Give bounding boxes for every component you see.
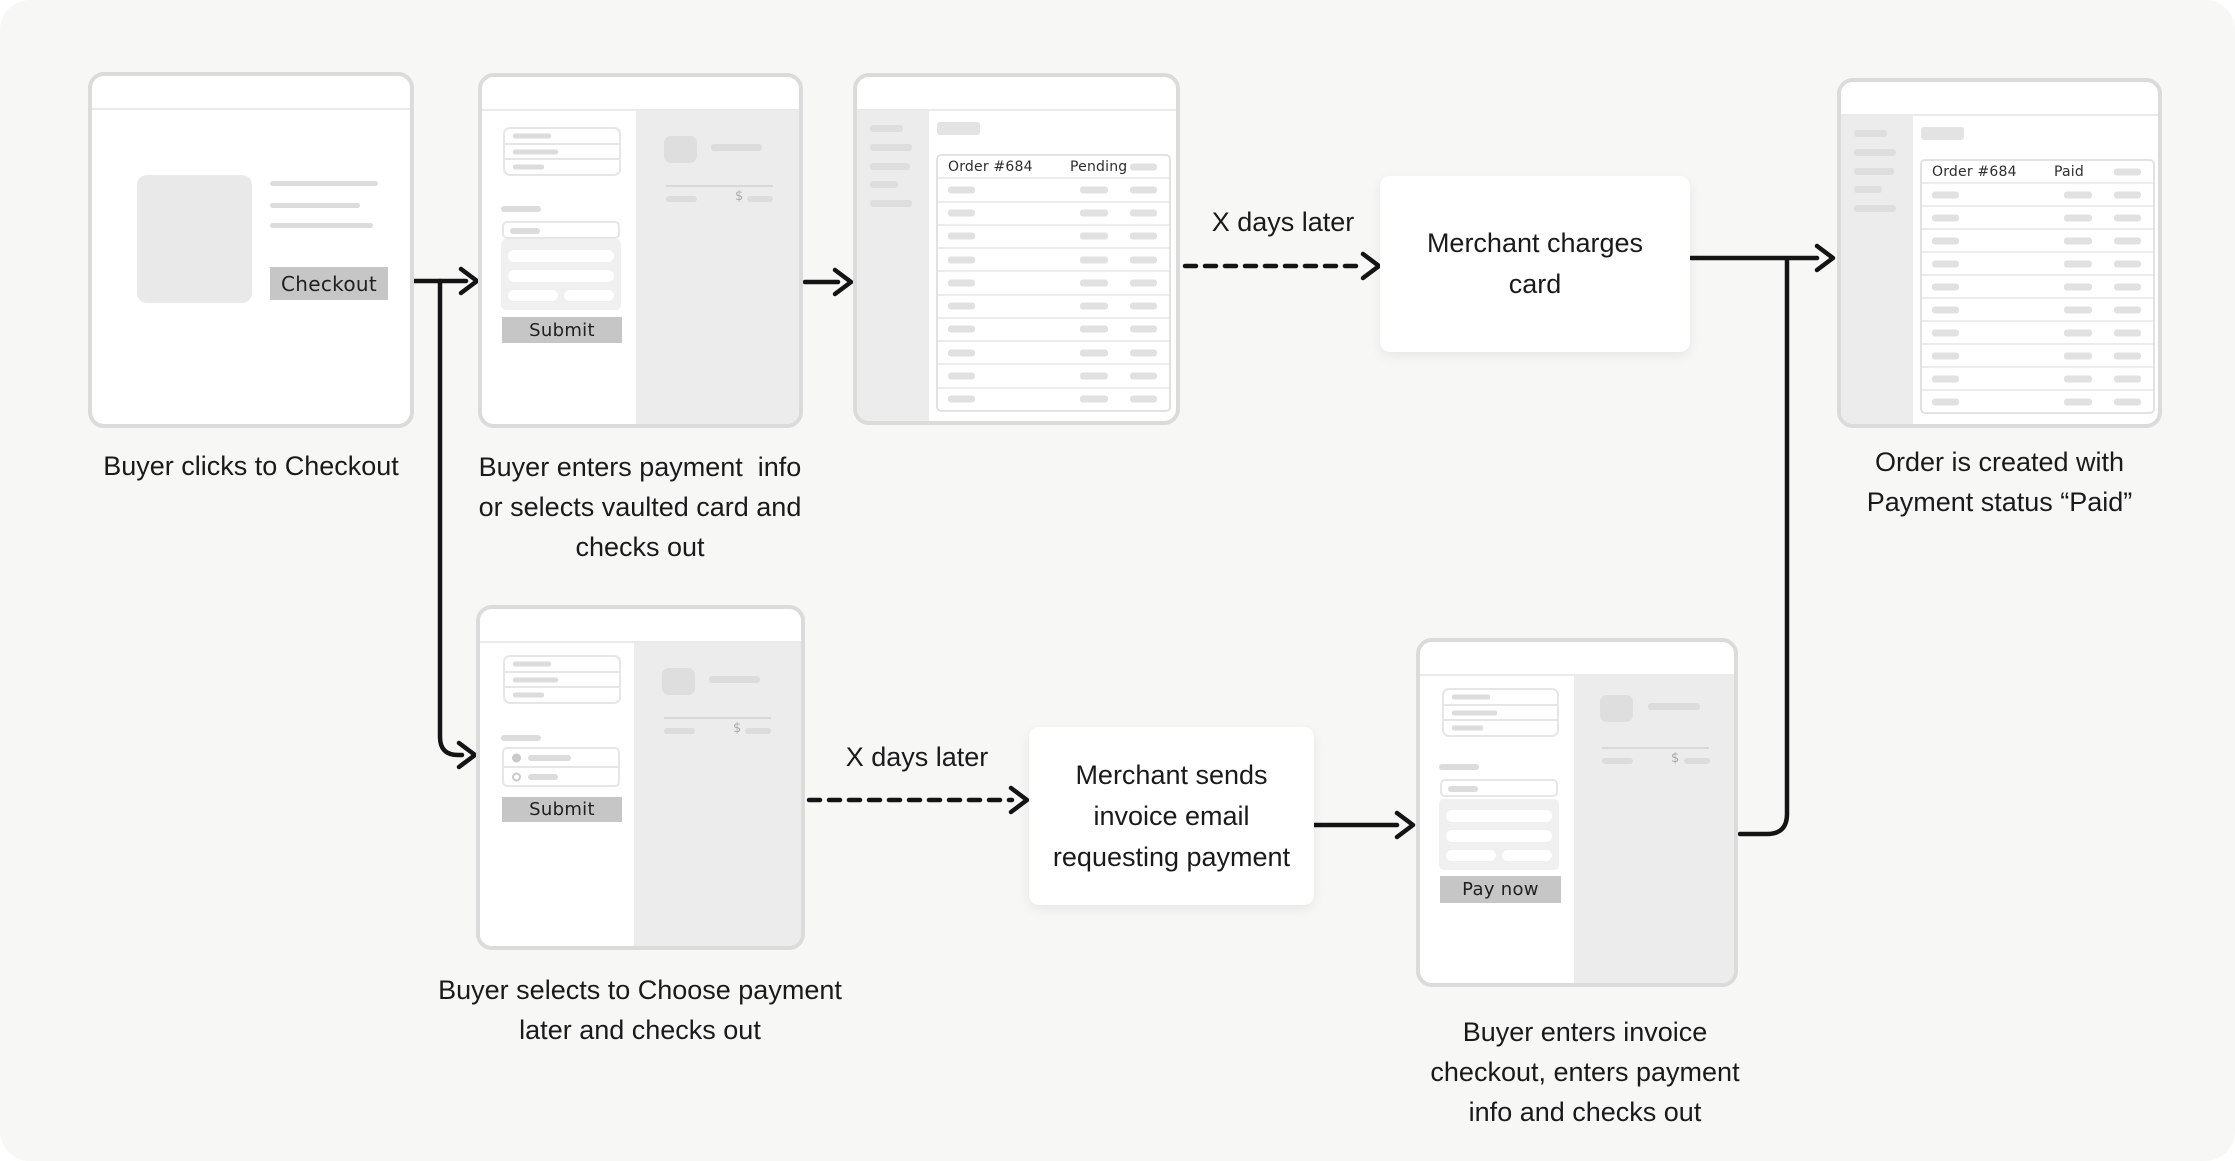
cart-item-thumbnail xyxy=(1600,695,1633,722)
total-label-placeholder xyxy=(1602,758,1633,764)
order-row-placeholder xyxy=(938,296,1169,319)
cart-item-thumbnail xyxy=(664,136,697,163)
caption-invoice-checkout: Buyer enters invoice checkout, enters payment info and checks out xyxy=(1430,1017,1740,1127)
caption-product: Buyer clicks to Checkout xyxy=(103,451,399,481)
cvv-input[interactable] xyxy=(564,290,614,301)
text-line-placeholder xyxy=(270,181,378,186)
cart-summary-panel xyxy=(1574,676,1734,983)
arrowhead-icon xyxy=(459,743,475,767)
order-row-placeholder xyxy=(938,272,1169,295)
radio-unselected-icon xyxy=(512,772,521,781)
order-status: Pending xyxy=(1070,158,1128,175)
payment-input[interactable] xyxy=(508,270,614,282)
wireframe-invoice-checkout xyxy=(1416,638,1738,987)
order-row-placeholder xyxy=(1922,253,2153,276)
summary-divider xyxy=(664,717,771,719)
total-label-placeholder xyxy=(666,196,697,202)
cart-item-thumbnail xyxy=(662,668,695,695)
order-row-highlight xyxy=(938,156,1169,179)
orders-table xyxy=(1920,159,2155,414)
field-label-placeholder xyxy=(1439,764,1479,770)
nav-item-placeholder xyxy=(870,144,912,151)
order-row-placeholder xyxy=(938,226,1169,249)
order-row-placeholder xyxy=(938,249,1169,272)
order-status: Paid xyxy=(2054,163,2084,180)
order-row-placeholder xyxy=(938,365,1169,388)
submit-button[interactable] xyxy=(502,797,622,822)
order-row-placeholder xyxy=(1922,184,2153,207)
nav-item-placeholder xyxy=(870,181,898,188)
nav-item-placeholder xyxy=(1854,168,1894,175)
wireframe-checkout-form xyxy=(478,73,803,428)
pay-now-button[interactable] xyxy=(1440,876,1561,903)
orders-table xyxy=(936,154,1171,412)
order-row-placeholder xyxy=(938,179,1169,202)
caption-payment-later: Buyer selects to Choose payment later and checks out xyxy=(438,975,842,1045)
connector-paynow-up-to-paid xyxy=(1740,260,1787,834)
arrowhead-icon xyxy=(461,269,477,293)
card-number-field[interactable] xyxy=(502,221,620,239)
admin-sidebar xyxy=(857,111,929,421)
order-row-placeholder xyxy=(1922,322,2153,345)
payment-input[interactable] xyxy=(1446,830,1552,842)
expiry-input[interactable] xyxy=(1446,850,1496,861)
order-row-placeholder xyxy=(938,389,1169,410)
node-merchant-sends-invoice: Merchant sends invoice email requesting payment xyxy=(1029,727,1314,905)
nav-item-placeholder xyxy=(870,163,910,170)
browser-titlebar xyxy=(1420,642,1734,676)
expiry-input[interactable] xyxy=(508,290,558,301)
wireframe-payment-later-form xyxy=(476,605,805,950)
cart-summary-panel xyxy=(636,111,799,424)
submit-button-label: Submit xyxy=(529,319,595,341)
nav-item-placeholder xyxy=(1854,205,1896,212)
currency-symbol: $ xyxy=(733,721,742,736)
arrowhead-icon xyxy=(1397,813,1413,837)
order-row-placeholder xyxy=(1922,207,2153,230)
radio-option-unselected[interactable] xyxy=(504,768,618,785)
total-label-placeholder xyxy=(664,728,695,734)
nav-item-placeholder xyxy=(1854,186,1882,193)
checkout-button-label: Checkout xyxy=(281,271,377,296)
currency-symbol: $ xyxy=(735,189,744,204)
radio-selected-icon xyxy=(512,753,521,762)
browser-titlebar xyxy=(1841,82,2158,116)
browser-titlebar xyxy=(482,77,799,111)
field-label-placeholder xyxy=(501,735,541,741)
total-amount-placeholder xyxy=(745,728,771,734)
order-row-placeholder xyxy=(1922,368,2153,391)
payment-input[interactable] xyxy=(508,250,614,262)
caption-order-paid: Order is created with Payment status “Paid” xyxy=(1866,447,2133,517)
label-x-days-later-bottom: X days later xyxy=(845,742,989,772)
order-row-highlight xyxy=(1922,161,2153,184)
order-id: Order #684 xyxy=(948,158,1033,175)
cart-item-title-placeholder xyxy=(709,676,760,683)
order-row-placeholder xyxy=(938,203,1169,226)
order-row-placeholder xyxy=(1922,299,2153,322)
summary-divider xyxy=(1602,747,1709,749)
submit-button-label: Submit xyxy=(529,799,595,820)
cart-item-title-placeholder xyxy=(1648,703,1700,710)
payment-options-group xyxy=(502,747,620,787)
browser-titlebar xyxy=(480,609,801,643)
arrowhead-icon xyxy=(1011,788,1027,812)
nav-item-placeholder xyxy=(1854,130,1887,137)
browser-titlebar xyxy=(92,76,410,110)
address-fields-placeholder xyxy=(1442,688,1559,737)
cart-summary-panel xyxy=(634,643,801,946)
cart-item-title-placeholder xyxy=(711,144,762,151)
order-row-placeholder xyxy=(1922,391,2153,412)
text-line-placeholder xyxy=(270,223,373,228)
nav-item-placeholder xyxy=(1854,149,1896,156)
product-image-placeholder xyxy=(137,175,252,303)
currency-symbol: $ xyxy=(1671,751,1680,766)
address-fields-placeholder xyxy=(503,655,621,704)
arrowhead-icon xyxy=(835,270,851,294)
order-row-placeholder xyxy=(1922,230,2153,253)
order-row-placeholder xyxy=(938,342,1169,365)
node-merchant-charges-card: Merchant charges card xyxy=(1380,176,1690,352)
total-amount-placeholder xyxy=(1684,758,1710,764)
order-row-placeholder xyxy=(938,319,1169,342)
text-line-placeholder xyxy=(270,203,360,208)
field-label-placeholder xyxy=(501,206,541,212)
page-title-placeholder xyxy=(937,122,980,135)
label-x-days-later-top: X days later xyxy=(1211,207,1355,237)
radio-option-selected[interactable] xyxy=(504,749,618,768)
order-row-placeholder xyxy=(1922,276,2153,299)
arrowhead-icon xyxy=(1817,246,1833,270)
summary-divider xyxy=(666,185,773,187)
wireframe-product-page xyxy=(88,72,414,428)
total-amount-placeholder xyxy=(747,196,773,202)
nav-item-placeholder xyxy=(870,125,903,132)
nav-item-placeholder xyxy=(870,200,912,207)
admin-sidebar xyxy=(1841,116,1913,424)
browser-titlebar xyxy=(857,77,1176,111)
page-title-placeholder xyxy=(1921,127,1964,140)
order-id: Order #684 xyxy=(1932,163,2017,180)
payment-input[interactable] xyxy=(1446,810,1552,822)
wireframe-orders-paid xyxy=(1837,78,2162,428)
address-fields-placeholder xyxy=(503,127,621,176)
order-row-placeholder xyxy=(1922,345,2153,368)
payment-fields-panel xyxy=(1439,799,1559,870)
payment-fields-panel xyxy=(501,239,621,310)
pay-now-button-label: Pay now xyxy=(1462,879,1539,900)
checkout-button[interactable] xyxy=(270,267,388,300)
caption-checkout: Buyer enters payment info or selects vaulted card and checks out xyxy=(478,452,802,562)
card-number-field[interactable] xyxy=(1440,779,1558,797)
submit-button[interactable] xyxy=(502,317,622,343)
cvv-input[interactable] xyxy=(1502,850,1552,861)
wireframe-orders-pending xyxy=(853,73,1180,425)
arrowhead-icon xyxy=(1363,254,1379,278)
